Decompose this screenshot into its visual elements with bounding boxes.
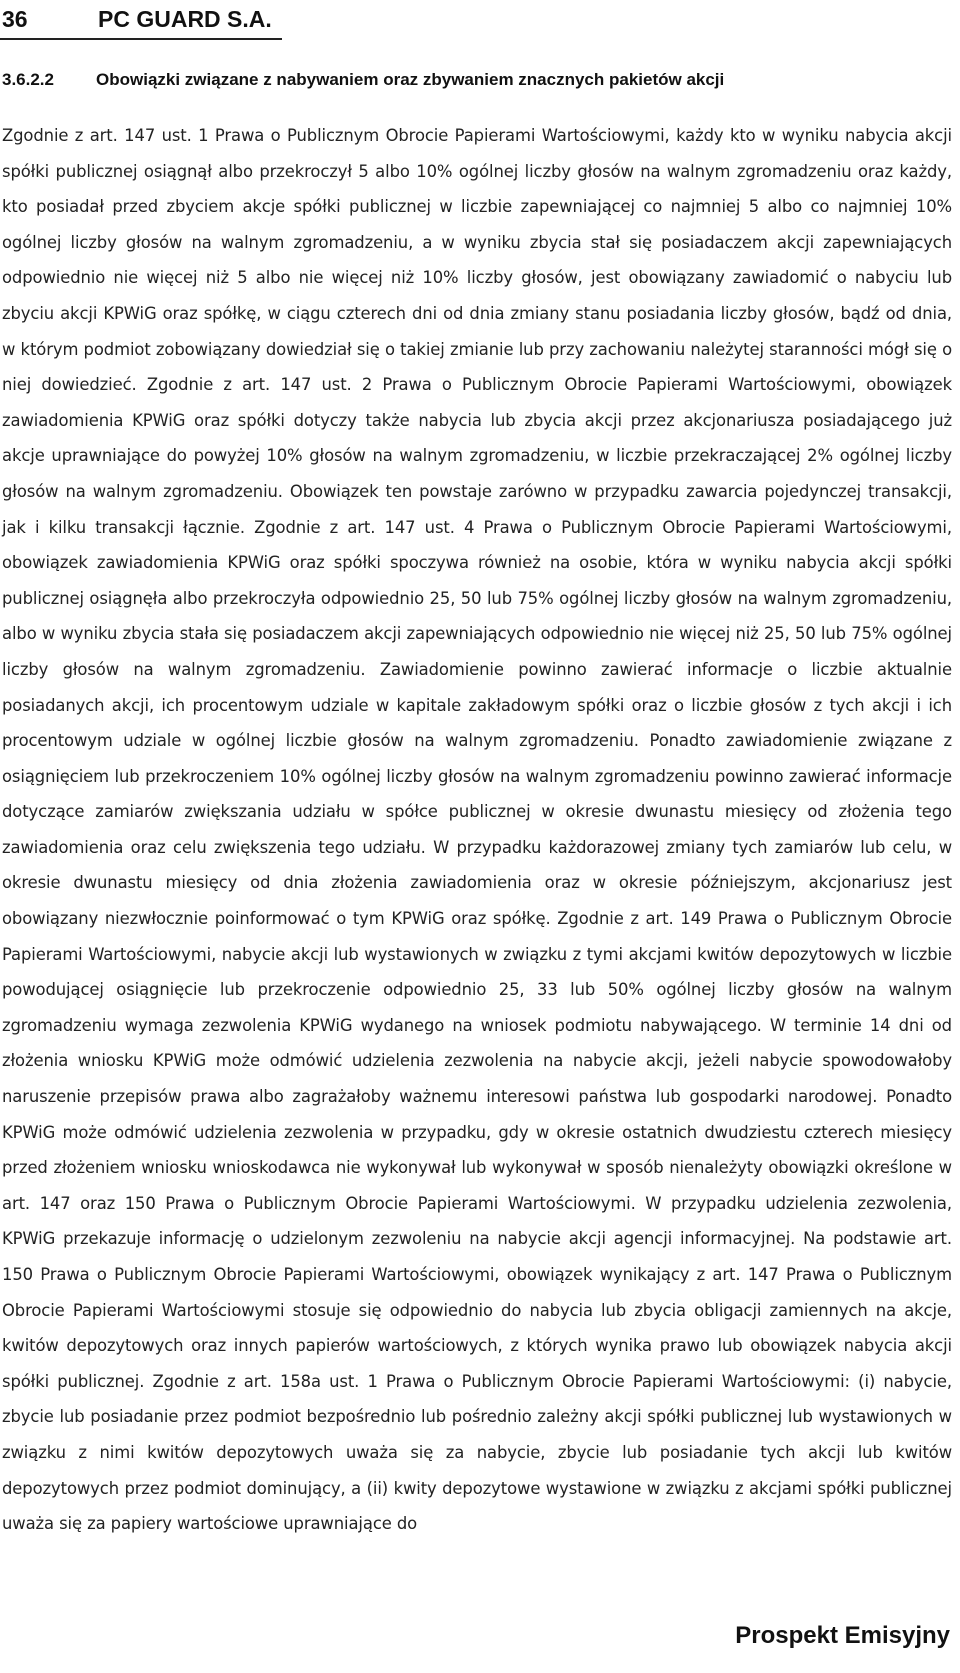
page-number: 36 [2, 6, 28, 32]
body-paragraph: Zgodnie z art. 147 ust. 1 Prawa o Publicznym Obrocie Papierami Wartościowymi, każdy kto w wyniku nabycia akcji spółki publicznej osiągnął albo przekroczył 5 albo 10% ogólnej liczby głosów na walnym zgromadzeniu oraz każdy, kto posiadał przed zbyciem akcje spółki publicznej w liczbie zapewniającej co najmniej 5 albo co najmniej 10% ogólnej liczby głosów na walnym zgromadzeniu, a w wyniku zbycia stał się posiadaczem akcji zapewniających odpowiednio nie więcej niż 5 albo nie więcej niż 10% liczby głosów, jest obowiązany zawiadomić o nabyciu lub zbyciu akcji KPWiG oraz spółkę, w ciągu czterech dni od dnia zmiany stanu posiadania liczby głosów, bądź od dnia, w którym podmiot zobowiązany dowiedział się o takiej zmianie lub przy zachowaniu należytej staranności mógł się o niej dowiedzieć. Zgodnie z art. 147 ust. 2 Prawa o Publicznym Obrocie Papierami Wartościowymi, obowiązek zawiadomienia KPWiG oraz spółki dotyczy także nabycia lub zbycia akcji przez akcjonariusza posiadającego już akcje uprawniające do powyżej 10% głosów na walnym zgromadzeniu, w liczbie przekraczającej 2% ogólnej liczby głosów na walnym zgromadzeniu. Obowiązek ten powstaje zarówno w przypadku zawarcia pojedynczej transakcji, jak i kilku transakcji łącznie. Zgodnie z art. 147 ust. 4 Prawa o Publicznym Obrocie Papierami Wartościowymi, obowiązek zawiadomienia KPWiG oraz spółki spoczywa również na osobie, która w wyniku nabycia akcji spółki publicznej osiągnęła albo przekroczyła odpowiednio 25, 50 lub 75% ogólnej liczby głosów na walnym zgromadzeniu, albo w wyniku zbycia stała się posiadaczem akcji zapewniających odpowiednio nie więcej niż 25, 50 lub 75% ogólnej liczby głosów na walnym zgromadzeniu. Zawiadomienie powinno zawierać informacje o liczbie aktualnie posiadanych akcji, ich procentowym udziale w kapitale zakładowym spółki oraz o liczbie głosów z tych akcji i ich procentowym udziale w ogólnej liczbie głosów na walnym zgromadzeniu. Ponadto zawiadomienie związane z osiągnięciem lub przekroczeniem 10% ogólnej liczby głosów na walnym zgromadzeniu powinno zawierać informacje dotyczące zamiarów zwiększania udziału w spółce publicznej w okresie dwunastu miesięcy od złożenia tego zawiadomienia oraz celu zwiększenia tego udziału. W przypadku każdorazowej zmiany tych zamiarów lub celu, w okresie dwunastu miesięcy od dnia złożenia zawiadomienia oraz w okresie późniejszym, akcjonariusz jest obowiązany niezwłocznie poinformować o tym KPWiG oraz spółkę. Zgodnie z art. 149 Prawa o Publicznym Obrocie Papierami Wartościowymi, nabycie akcji lub wystawionych w związku z tymi akcjami kwitów depozytowych w liczbie powodującej osiągnięcie lub przekroczenie odpowiednio 25, 33 lub 50% ogólnej liczby głosów na walnym zgromadzeniu wymaga zezwolenia KPWiG wydanego na wniosek podmiotu nabywającego. W terminie 14 dni od złożenia wniosku KPWiG może odmówić udzielenia zezwolenia na nabycie akcji, jeżeli nabycie spowodowałoby naruszenie przepisów prawa albo zagrażałoby ważnemu interesowi państwa lub gospodarki narodowej. Ponadto KPWiG może odmówić udzielenia zezwolenia w przypadku, gdy w okresie ostatnich dwudziestu czterech miesięcy przed złożeniem wniosku wnioskodawca nie wykonywał lub wykonywał w sposób nienależyty obowiązki określone w art. 147 oraz 150 Prawa o Publicznym Obrocie Papierami Wartościowymi. W przypadku udzielenia zezwolenia, KPWiG przekazuje informację o udzielonym zezwoleniu na nabycie akcji agencji informacyjnej. Na podstawie art. 150 Prawa o Publicznym Obrocie Papierami Wartościowymi, obowiązek wynikający z art. 147 Prawa o Publicznym Obrocie Papierami Wartościowymi stosuje się odpowiednio do nabycia lub zbycia obligacji zamiennych na akcje, kwitów depozytowych oraz innych papierów wartościowych, z których wynika prawo lub obowiązek nabycia akcji spółki publicznej. Zgodnie z art. 158a ust. 1 Prawa o Publicznym Obrocie Papierami Wartościowymi: (i) nabycie, zbycie lub posiadanie przez podmiot bezpośrednio lub pośrednio zależny akcji spółki publicznej lub wystawionych w związku z nimi kwitów depozytowych uważa się za nabycie, zbycie lub posiadanie tych akcji lub kwitów depozytowych przez podmiot dominujący, a (ii) kwity depozytowe wystawione w związku z akcjami spółki publicznej uważa się za papiery wartościowe uprawniające do [2, 126, 952, 1534]
section-title: Obowiązki związane z nabywaniem oraz zbywaniem znacznych pakietów akcji [96, 70, 725, 89]
footer-label: Prospekt Emisyjny [735, 1622, 950, 1649]
company-name: PC GUARD S.A. [98, 6, 272, 32]
section-number: 3.6.2.2 [2, 70, 54, 89]
page-header [0, 0, 282, 40]
section-heading [2, 70, 724, 90]
